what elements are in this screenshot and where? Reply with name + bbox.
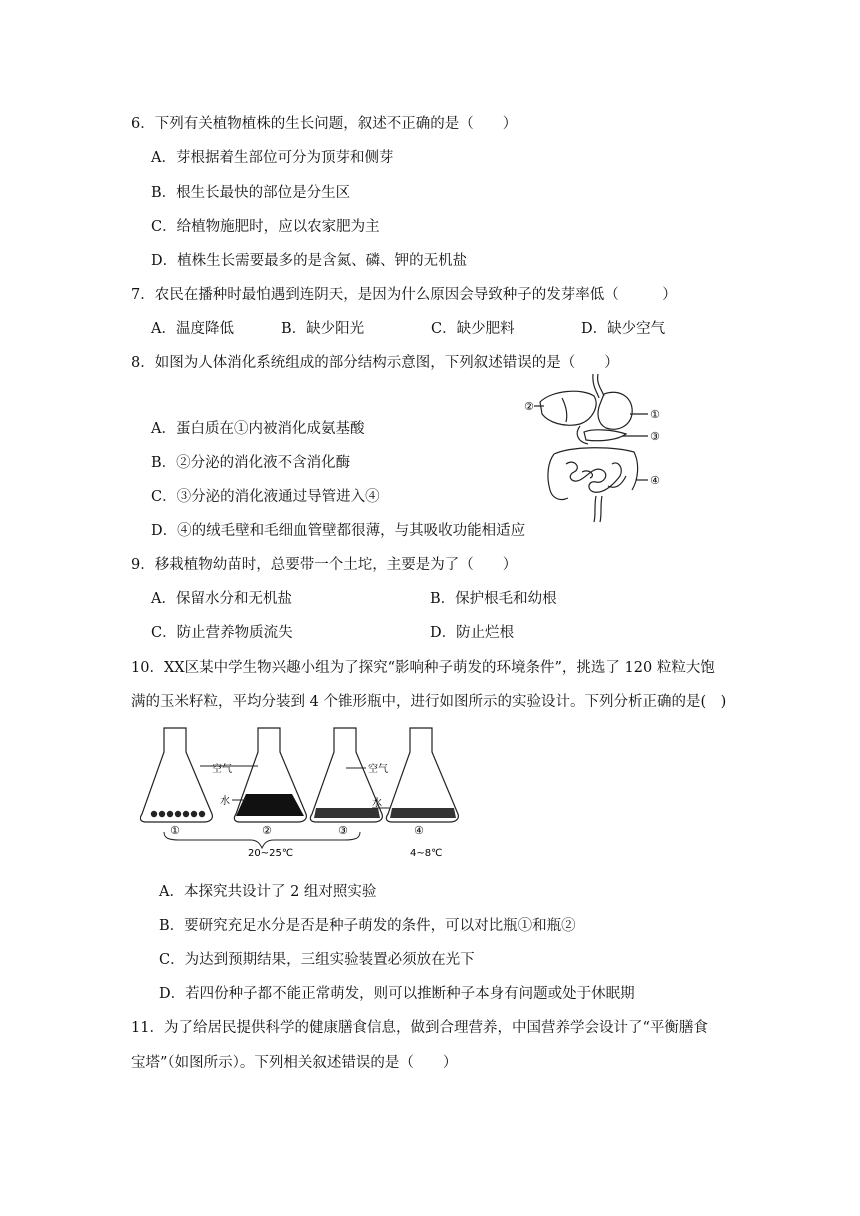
water-label-2: 水 — [372, 798, 382, 809]
question-8-option-a: A．蛋白质在①内被消化成氨基酸 — [151, 421, 365, 437]
question-6-option-c: C．给植物施肥时，应以农家肥为主 — [151, 219, 380, 235]
question-9-stem: 9．移栽植物幼苗时，总要带一个土坨，主要是为了（ ） — [131, 557, 518, 573]
flask-1 — [140, 728, 212, 822]
air-label-1: 空气 — [212, 764, 232, 775]
question-6-option-a: A．芽根据着生部位可分为顶芽和侧芽 — [151, 150, 394, 166]
seed-germination-flasks-figure — [140, 722, 460, 862]
flask-label-4: ④ — [414, 824, 424, 837]
question-8-option-d: D．④的绒毛壁和毛细血管壁都很薄，与其吸收功能相适应 — [151, 523, 526, 539]
question-9-option-c: C．防止营养物质流失 — [151, 625, 293, 641]
question-7-option-a: A．温度降低 — [151, 321, 234, 337]
flask-label-3: ③ — [338, 824, 348, 837]
flask-4 — [386, 728, 458, 822]
question-10-option-c: C．为达到预期结果，三组实验装置必须放在光下 — [159, 952, 475, 968]
figure-label-2: ② — [524, 400, 534, 413]
question-6-option-d: D．植株生长需要最多的是含氮、磷、钾的无机盐 — [151, 253, 468, 269]
temp-cold-label: 4~8℃ — [410, 848, 443, 859]
question-10-stem-line-1: 10．XX区某中学生物兴趣小组为了探究“影响种子萌发的环境条件”，挑选了 120 粒粒大饱 — [131, 660, 715, 676]
question-8-stem: 8．如图为人体消化系统组成的部分结构示意图，下列叙述错误的是（ ） — [131, 355, 619, 371]
question-9-option-b: B．保护根毛和幼根 — [430, 591, 557, 607]
question-8-option-b: B．②分泌的消化液不含消化酶 — [151, 455, 351, 471]
question-9-option-d: D．防止烂根 — [430, 625, 515, 641]
question-7-option-b: B．缺少阳光 — [281, 321, 365, 337]
question-10-option-b: B．要研究充足水分是否是种子萌发的条件，可以对比瓶①和瓶② — [159, 918, 576, 934]
question-10-option-a: A．本探究共设计了 2 组对照实验 — [159, 884, 377, 900]
flask-label-1: ① — [170, 824, 180, 837]
question-6-stem: 6．下列有关植物植株的生长问题，叙述不正确的是（ ） — [131, 116, 518, 132]
liver-shape — [540, 391, 596, 425]
question-9-option-a: A．保留水分和无机盐 — [151, 591, 292, 607]
figure-label-1: ① — [650, 408, 660, 421]
question-11-stem-line-2: 宝塔”（如图所示）。下列相关叙述错误的是（ ） — [131, 1055, 458, 1071]
question-11-stem-line-1: 11．为了给居民提供科学的健康膳食信息，做到合理营养，中国营养学会设计了“平衡膳食 — [131, 1020, 708, 1036]
figure-label-3: ③ — [650, 430, 660, 443]
flask-4-seeds — [390, 808, 456, 818]
flask-label-2: ② — [262, 824, 272, 837]
stomach-shape — [598, 392, 632, 429]
question-10-stem-line-2: 满的玉米籽粒，平均分装到 4 个锥形瓶中，进行如图所示的实验设计。下列分析正确的是( ) — [131, 694, 727, 710]
flask-2-water-seeds — [236, 794, 304, 816]
flask-3-seeds — [314, 808, 380, 818]
pancreas-shape — [584, 430, 626, 441]
temp-warm-label: 20~25℃ — [248, 848, 294, 859]
water-label-1: 水 — [220, 796, 230, 807]
question-7-stem: 7．农民在播种时最怕遇到连阴天，是因为什么原因会导致种子的发芽率低（ ） — [131, 287, 677, 303]
figure-label-4: ④ — [650, 474, 660, 487]
question-7-option-c: C．缺少肥料 — [431, 321, 515, 337]
question-6-option-b: B．根生长最快的部位是分生区 — [151, 185, 351, 201]
air-label-2: 空气 — [368, 764, 388, 775]
digestive-system-figure — [522, 372, 672, 530]
question-7-option-d: D．缺少空气 — [581, 321, 666, 337]
question-8-option-c: C．③分泌的消化液通过导管进入④ — [151, 489, 380, 505]
question-10-option-d: D．若四份种子都不能正常萌发，则可以推断种子本身有问题或处于休眠期 — [159, 986, 635, 1002]
